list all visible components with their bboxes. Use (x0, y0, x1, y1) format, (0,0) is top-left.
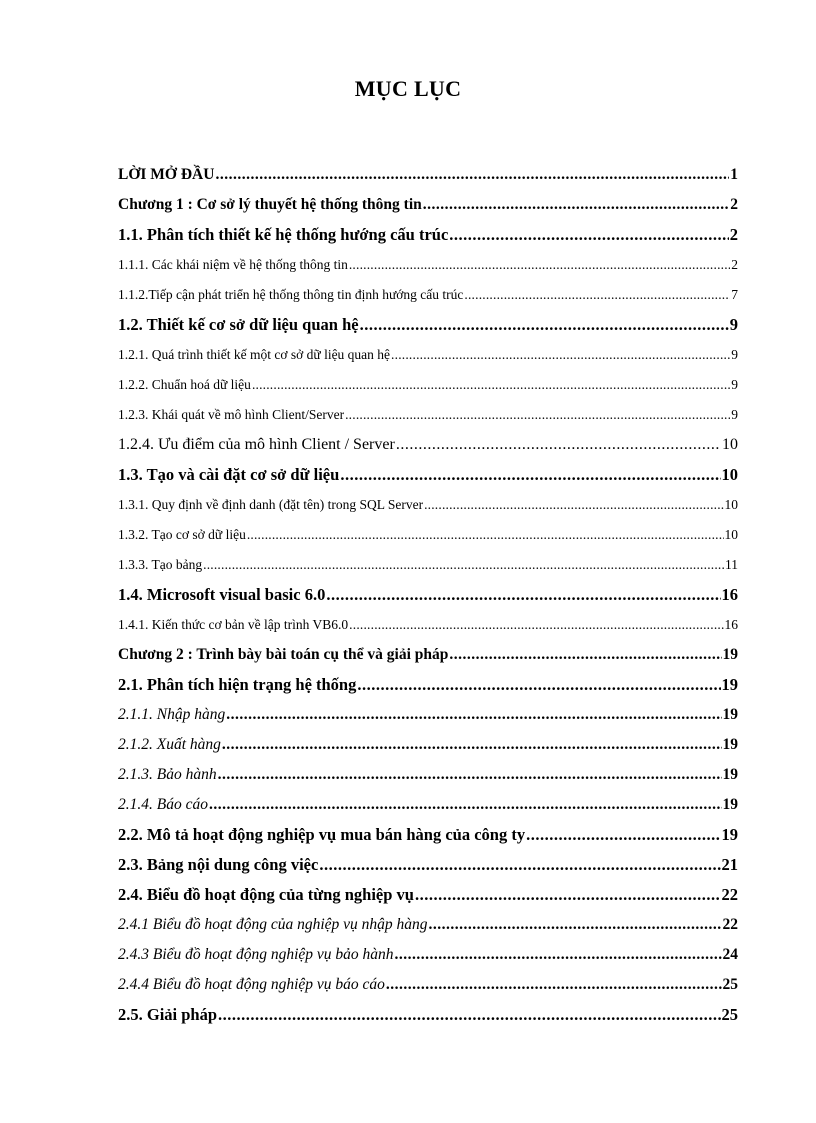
page-title: MỤC LỤC (354, 76, 462, 101)
toc-entry[interactable] (118, 160, 738, 190)
toc-dot-leader (215, 160, 729, 190)
toc-entry-page-number: 2 (731, 257, 738, 272)
toc-entry-page-number: 22 (721, 885, 738, 904)
toc-entry[interactable] (118, 910, 738, 940)
toc-entry[interactable] (118, 1000, 738, 1030)
toc-dot-leader (391, 340, 730, 370)
toc-entry[interactable] (118, 700, 738, 730)
toc-entry[interactable] (118, 790, 738, 820)
toc-entry-page-number: 21 (721, 855, 738, 874)
toc-entry[interactable] (118, 850, 738, 880)
toc-entry[interactable] (118, 250, 738, 280)
toc-dot-leader (252, 370, 730, 400)
toc-dot-leader (203, 550, 724, 580)
toc-dot-leader (386, 970, 722, 1000)
toc-entry-page-number: 25 (722, 976, 738, 993)
toc-entry-label: LỜI MỞ ĐẦU (118, 166, 215, 183)
toc-entry-label: 1.1.1. Các khái niệm về hệ thống thông tin (118, 257, 348, 272)
toc-entry-page-number: 16 (721, 585, 738, 604)
toc-entry-label: 1.3.1. Quy định về định danh (đặt tên) trong SQL Server (118, 497, 424, 512)
toc-dot-leader (449, 220, 728, 250)
toc-dot-leader (396, 430, 721, 460)
toc-entry[interactable] (118, 970, 738, 1000)
table-of-contents (118, 160, 738, 1030)
toc-dot-leader (360, 310, 729, 340)
toc-entry[interactable] (118, 430, 738, 460)
toc-entry-page-number: 9 (731, 377, 738, 392)
toc-entry[interactable] (118, 370, 738, 400)
toc-dot-leader (349, 250, 730, 280)
toc-entry-page-number: 11 (725, 557, 738, 572)
toc-entry-page-number: 19 (722, 736, 738, 753)
toc-dot-leader (319, 850, 720, 880)
toc-entry-page-number: 16 (724, 617, 738, 632)
toc-entry-label: 1.1.2.Tiếp cận phát triển hệ thống thông tin định hướng cấu trúc (118, 287, 464, 302)
toc-entry-label: 2.1.4. Báo cáo (118, 796, 208, 813)
toc-entry[interactable] (118, 730, 738, 760)
toc-entry-label: 2.4.4 Biểu đồ hoạt động nghiệp vụ báo cáo (118, 976, 385, 993)
toc-entry[interactable] (118, 280, 738, 310)
toc-entry-page-number: 9 (731, 347, 738, 362)
toc-entry-page-number: 2 (729, 225, 738, 244)
toc-entry-label: 1.2.1. Quá trình thiết kế một cơ sở dữ liệu quan hệ (118, 347, 391, 362)
toc-entry-page-number: 1 (730, 166, 738, 183)
toc-dot-leader (326, 580, 720, 610)
toc-dot-leader (415, 880, 721, 910)
toc-dot-leader (526, 820, 720, 850)
toc-entry[interactable] (118, 520, 738, 550)
toc-entry[interactable] (118, 760, 738, 790)
toc-entry[interactable] (118, 880, 738, 910)
toc-entry-page-number: 24 (722, 946, 738, 963)
toc-dot-leader (395, 940, 722, 970)
toc-entry-label: 2.1.2. Xuất hàng (118, 736, 221, 753)
toc-dot-leader (340, 460, 720, 490)
toc-entry[interactable] (118, 400, 738, 430)
toc-entry-page-number: 10 (721, 465, 738, 484)
toc-entry-page-number: 2 (730, 196, 738, 213)
toc-entry-label: 2.4.1 Biểu đồ hoạt động của nghiệp vụ nhập hàng (118, 916, 428, 933)
toc-entry-label: 1.2. Thiết kế cơ sở dữ liệu quan hệ (118, 315, 359, 334)
toc-entry-page-number: 19 (721, 825, 738, 844)
toc-entry-page-number: 9 (729, 315, 738, 334)
toc-entry-label: 1.3.3. Tạo bảng (118, 557, 203, 572)
toc-entry-label: 1.4.1. Kiến thức cơ bản về lập trình VB6.0 (118, 617, 349, 632)
toc-entry-label: Chương 2 : Trình bày bài toán cụ thể và giải pháp (118, 646, 449, 663)
toc-dot-leader (464, 280, 730, 310)
toc-entry-label: 2.3. Bảng nội dung công việc (118, 855, 319, 874)
toc-entry-page-number: 10 (724, 527, 738, 542)
toc-dot-leader (247, 520, 724, 550)
toc-entry-label: 1.2.4. Ưu điểm của mô hình Client / Server (118, 436, 395, 453)
toc-dot-leader (226, 700, 721, 730)
toc-entry[interactable] (118, 610, 738, 640)
toc-entry-label: 1.1. Phân tích thiết kế hệ thống hướng cấu trúc (118, 225, 449, 244)
toc-entry[interactable] (118, 190, 738, 220)
toc-entry-page-number: 19 (722, 646, 738, 663)
toc-entry[interactable] (118, 940, 738, 970)
toc-dot-leader (424, 490, 723, 520)
toc-entry-page-number: 19 (722, 766, 738, 783)
toc-entry-label: Chương 1 : Cơ sở lý thuyết hệ thống thông tin (118, 196, 422, 213)
toc-entry-page-number: 10 (722, 436, 738, 453)
toc-entry[interactable] (118, 580, 738, 610)
toc-entry[interactable] (118, 460, 738, 490)
toc-entry-label: 2.4.3 Biểu đồ hoạt động nghiệp vụ bảo hành (118, 946, 394, 963)
toc-entry-page-number: 10 (724, 497, 738, 512)
toc-entry-label: 2.1.3. Bảo hành (118, 766, 217, 783)
toc-entry-page-number: 9 (731, 407, 738, 422)
toc-entry[interactable] (118, 640, 738, 670)
toc-entry[interactable] (118, 550, 738, 580)
toc-dot-leader (357, 670, 720, 700)
toc-dot-leader (218, 1000, 720, 1030)
toc-entry-page-number: 19 (722, 796, 738, 813)
toc-dot-leader (345, 400, 730, 430)
toc-entry-page-number: 22 (722, 916, 738, 933)
toc-entry-label: 2.5. Giải pháp (118, 1005, 218, 1024)
toc-entry-page-number: 7 (731, 287, 738, 302)
toc-dot-leader (423, 190, 729, 220)
toc-dot-leader (222, 730, 722, 760)
toc-entry-label: 1.2.3. Khái quát về mô hình Client/Server (118, 407, 345, 422)
toc-entry-label: 1.3.2. Tạo cơ sở dữ liệu (118, 527, 246, 542)
toc-entry[interactable] (118, 310, 738, 340)
toc-entry-page-number: 19 (721, 675, 738, 694)
toc-entry[interactable] (118, 820, 738, 850)
toc-entry[interactable] (118, 220, 738, 250)
toc-entry-label: 2.1. Phân tích hiện trạng hệ thống (118, 675, 357, 694)
toc-entry-label: 2.4. Biểu đồ hoạt động của từng nghiệp vụ (118, 885, 414, 904)
toc-entry-label: 1.3. Tạo và cài đặt cơ sở dữ liệu (118, 465, 340, 484)
toc-entry-label: 1.4. Microsoft visual basic 6.0 (118, 585, 326, 604)
toc-entry-label: 2.2. Mô tả hoạt động nghiệp vụ mua bán hàng của công ty (118, 825, 526, 844)
toc-dot-leader (349, 610, 723, 640)
toc-entry-label: 1.2.2. Chuẩn hoá dữ liệu (118, 377, 251, 392)
toc-entry-page-number: 25 (721, 1005, 738, 1024)
toc-entry[interactable] (118, 490, 738, 520)
toc-dot-leader (429, 910, 722, 940)
toc-entry[interactable] (118, 340, 738, 370)
toc-entry-label: 2.1.1. Nhập hàng (118, 706, 226, 723)
toc-entry-page-number: 19 (722, 706, 738, 723)
toc-dot-leader (449, 640, 721, 670)
toc-dot-leader (209, 790, 722, 820)
toc-dot-leader (218, 760, 722, 790)
toc-entry[interactable] (118, 670, 738, 700)
